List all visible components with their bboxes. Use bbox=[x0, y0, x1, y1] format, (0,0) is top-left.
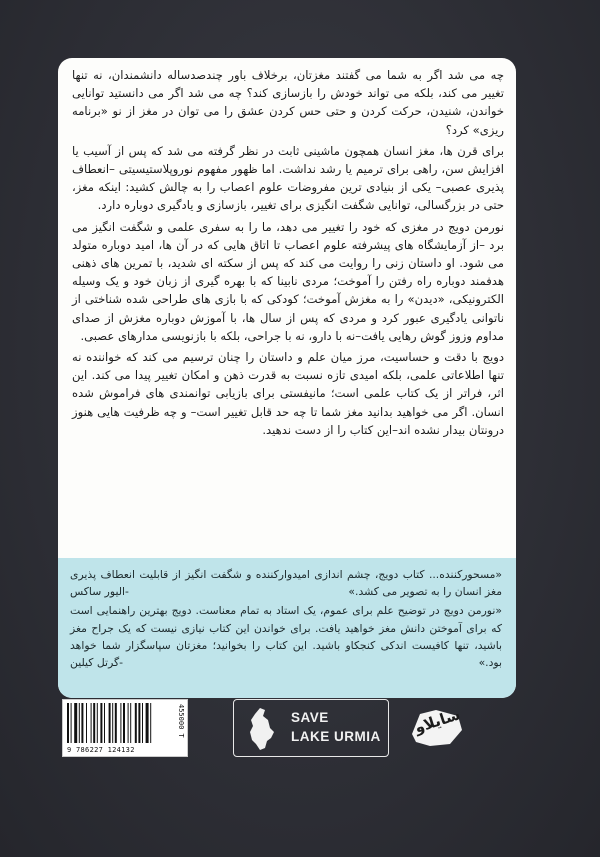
blurb-text: «نورمن دویج در توضیح علم برای عموم، یک استاد به تمام معناست. دویج بهترین راهنمایی است که برای آموختن دانش مغز خواهید یافت. برای خواندن این کتاب نیازی نیست که یک جراح مغز باشید، تنها کافیست اندکی کنجکاو باشید. این کتاب را بخوانید؛ مغزتان سپاسگزار شما خواهد بود.» bbox=[70, 604, 502, 670]
isbn-barcode bbox=[62, 699, 188, 757]
text-panel bbox=[58, 58, 516, 698]
blurb-author: -الیور ساکس bbox=[70, 585, 129, 599]
campaign-line-2: LAKE URMIA bbox=[291, 729, 381, 744]
publisher-logo-text: سایلاو bbox=[412, 705, 463, 737]
save-lake-urmia-badge bbox=[233, 699, 389, 757]
description-paragraph: برای قرن ها، مغز انسان همچون ماشینی ثابت در نظر گرفته می شد که پس از آسیب یا افزایش سن، راهی برای ترمیم یا رشد نداشت. اما ظهور مفهوم نوروپلاستیسیتی –انعطاف پذیری عصبی– یکی از بنیادی ترین مفروضات علوم اعصاب را به چالش کشید: اینکه مغز، حتی در بزرگسالی، توانایی شگفت انگیزی برای تغییر، بازسازی و یادگیری دوباره دارد. bbox=[72, 143, 504, 213]
blurb-text: «مسحورکننده... کتاب دویج، چشم اندازی امیدوارکننده و شگفت انگیز از قابلیت انعطاف پذیری مغز انسان را به تصویر می کشد.» bbox=[70, 568, 502, 599]
barcode-bars bbox=[67, 703, 171, 743]
description-paragraph: چه می شد اگر به شما می گفتند مغزتان، برخلاف باور چندصدساله دانشمندان، نه تنها تغییر می کند، بلکه می تواند خودش را بازسازی کند؟ چه می شد اگر می دانستید توانایی خواندن، شنیدن، حرکت کردن و حتی حس کردن عشق را می توان در مغز از نو «برنامه ریزی» کرد؟ bbox=[72, 68, 504, 137]
book-description bbox=[72, 66, 504, 442]
barcode-side-code: 455000 T bbox=[177, 704, 185, 738]
barcode-digits: 9 786227 124132 bbox=[67, 746, 135, 754]
campaign-line-1: SAVE bbox=[291, 710, 329, 725]
blurb-quote bbox=[70, 566, 502, 600]
blurb-quote bbox=[70, 602, 502, 671]
lake-map-icon bbox=[240, 706, 284, 752]
blurb-author: -گرتل کیلین bbox=[70, 656, 124, 670]
description-paragraph: نورمن دویج در مغزی که خود را تغییر می دهد، ما را به سفری علمی و شگفت انگیز می برد –از آزمایشگاه های پیشرفته علوم اعصاب تا اتاق هایی که در آن ها، امید دوباره متولد می شود. او داستان زنی را روایت می کند که پس از سکته ای شدید، با تمرین های ذهنی هدفمند دوباره راه رفتن را آموخت؛ مردی نابینا که با بهره گیری از زبان خود و یک وسیله الکترونیکی، «دیدن» را به مغزش آموخت؛ کودکی که با بازی های طراحی شده شناختی از ناتوانی یادگیری عبور کرد و مردی که پس از سال ها، با آموزش دوباره مغزش از صدای مداوم وزوز گوش رهایی یافت–نه با دارو، نه با جراحی، بلکه با بازنویسی مدارهای عصبی. bbox=[72, 219, 504, 343]
blurb-band bbox=[58, 558, 516, 698]
description-paragraph: دویج با دقت و حساسیت، مرز میان علم و داستان را چنان ترسیم می کند که خواننده نه تنها اطلاعاتی علمی، بلکه امیدی تازه نسبت به قدرت ذهن و امکان تغییر پیدا می کند. این اثر، فراتر از یک کتاب علمی است؛ مانیفستی برای بازیابی توانمندی های فراموش شده انسان. اگر می خواهید بدانید مغز شما تا چه حد قابل تغییر است– و چه ظرفیت هایی هنوز درونتان بیدار نشده اند–این کتاب را از دست ندهید. bbox=[72, 350, 504, 437]
publisher-logo bbox=[406, 704, 466, 752]
